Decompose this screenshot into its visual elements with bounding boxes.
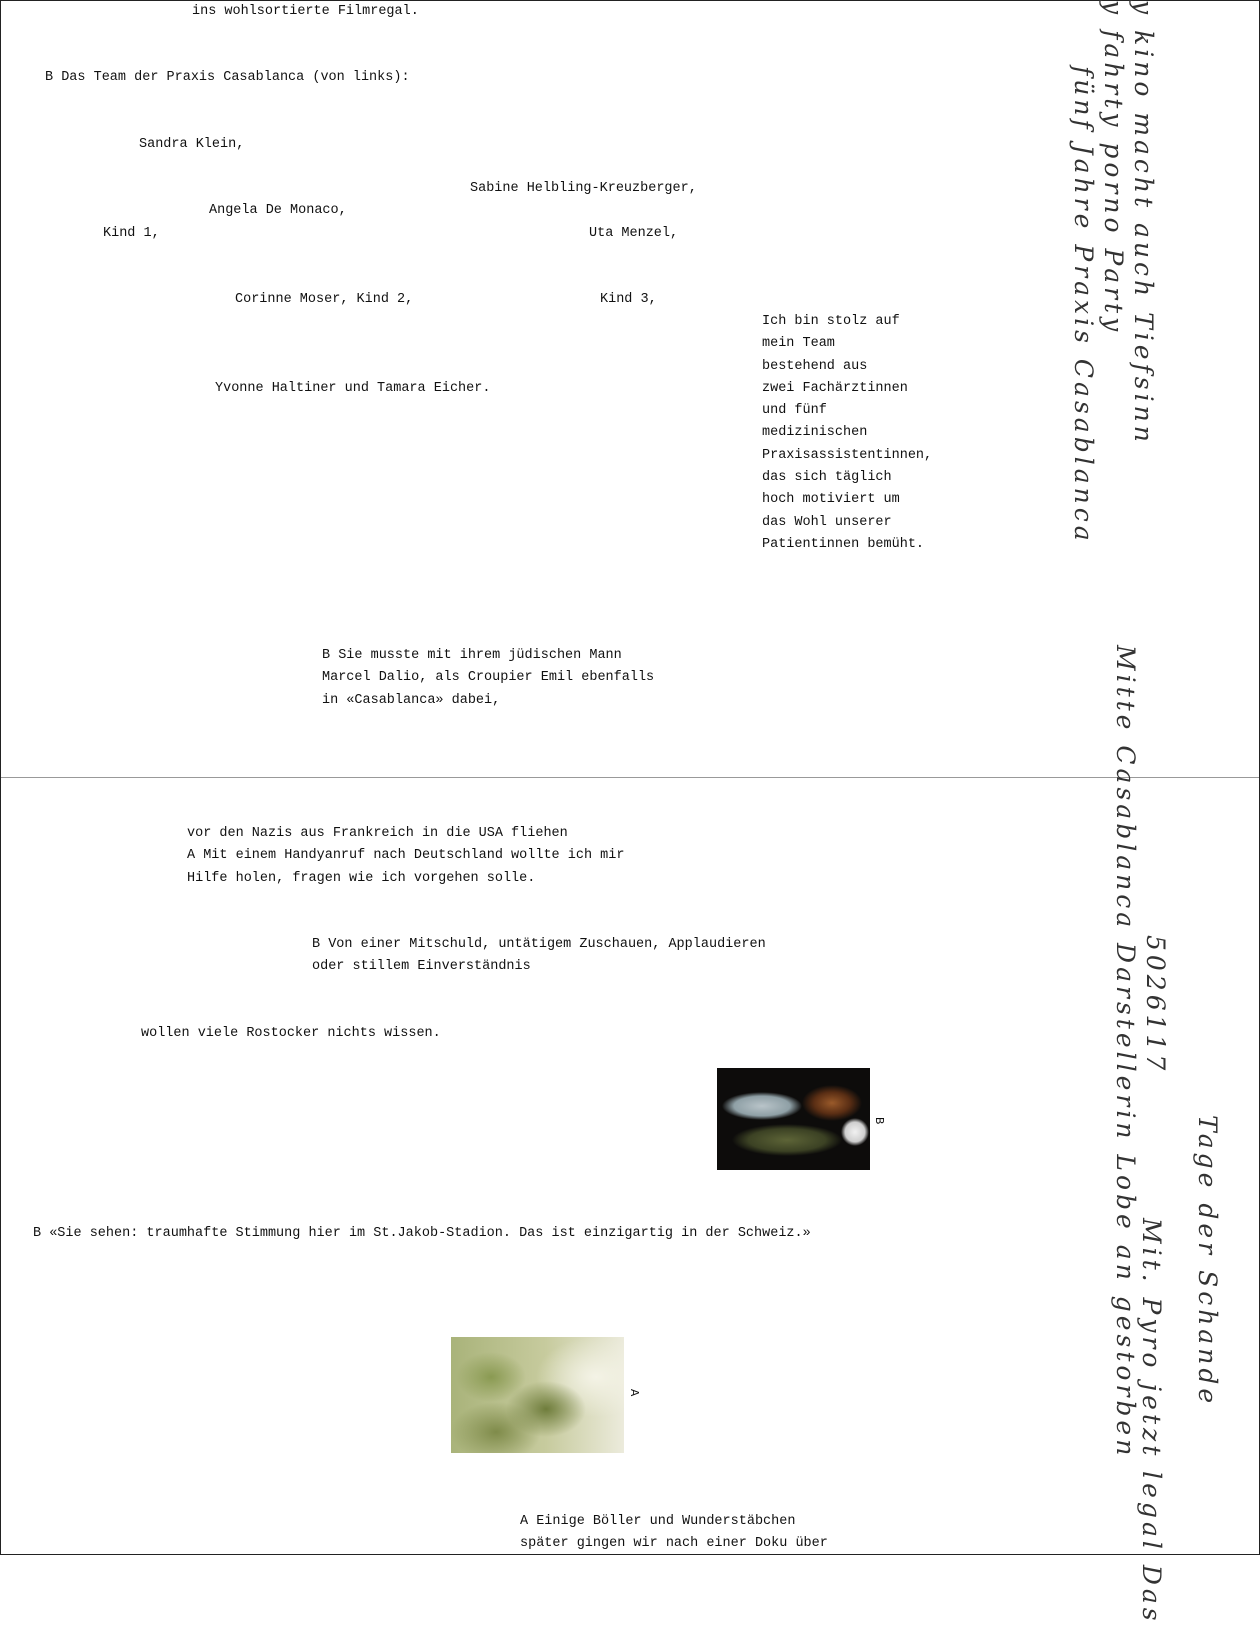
handwriting-schande: Tage der Schande [1193, 1115, 1222, 1408]
name-sandra: Sandra Klein, [139, 137, 245, 152]
section-divider [1, 777, 1259, 778]
filmregal-line: ins wohlsortierte Filmregal. [192, 4, 419, 19]
team-heading: B Das Team der Praxis Casablanca (von links): [45, 70, 410, 85]
name-sabine: Sabine Helbling-Kreuzberger, [470, 181, 697, 196]
handwriting-kino: y kino macht auch Tiefsinn [1129, 0, 1158, 446]
team-statement: Ich bin stolz auf mein Team bestehend aus zwei Fachärztinnen und fünf medizinischen Praxisassistentinnen, das sich täglich hoch motiviert um das Wohl unserer Patientinnen bemüht. [762, 314, 933, 552]
photo-b-label: B [872, 1117, 886, 1125]
name-uta: Uta Menzel, [589, 226, 679, 241]
handwriting-party: y fahrty porno Party [1099, 0, 1128, 336]
handwriting-pyro: Mit. Pyro jetzt legal Das [1137, 1218, 1166, 1625]
handwriting-casablanca: Mitte Casablanca Darstellerin Lobe an gestorben [1111, 645, 1140, 1460]
name-angela: Angela De Monaco, [209, 203, 347, 218]
dalio-paragraph: B Sie musste mit ihrem jüdischen Mann Marcel Dalio, als Croupier Emil ebenfalls in «Casablanca» dabei, [322, 648, 655, 708]
name-kind3: Kind 3, [600, 292, 657, 307]
photo-a [451, 1337, 624, 1453]
stadion-quote: B «Sie sehen: traumhafte Stimmung hier im St.Jakob-Stadion. Das ist einzigartig in der Schweiz.» [33, 1226, 811, 1241]
rostocker-line: wollen viele Rostocker nichts wissen. [141, 1026, 441, 1041]
photo-a-label: A [627, 1389, 641, 1397]
nazis-paragraph: vor den Nazis aus Frankreich in die USA fliehen A Mit einem Handyanruf nach Deutschland wollte ich mir Hilfe holen, fragen wie ich vorgehen solle. [187, 826, 625, 886]
boeller-paragraph: A Einige Böller und Wunderstäbchen später gingen wir nach einer Doku über [520, 1514, 828, 1552]
mitschuld-paragraph: B Von einer Mitschuld, untätigem Zuschauen, Applaudieren oder stillem Einverständnis [312, 937, 766, 975]
name-yvonne: Yvonne Haltiner und Tamara Eicher. [215, 381, 491, 396]
handwriting-date: 5026117 [1141, 935, 1170, 1075]
photo-b [717, 1068, 870, 1170]
name-corinne: Corinne Moser, Kind 2, [235, 292, 414, 307]
handwriting-praxis: fünf Jahre Praxis Casablanca [1069, 66, 1098, 545]
name-kind1: Kind 1, [103, 226, 160, 241]
